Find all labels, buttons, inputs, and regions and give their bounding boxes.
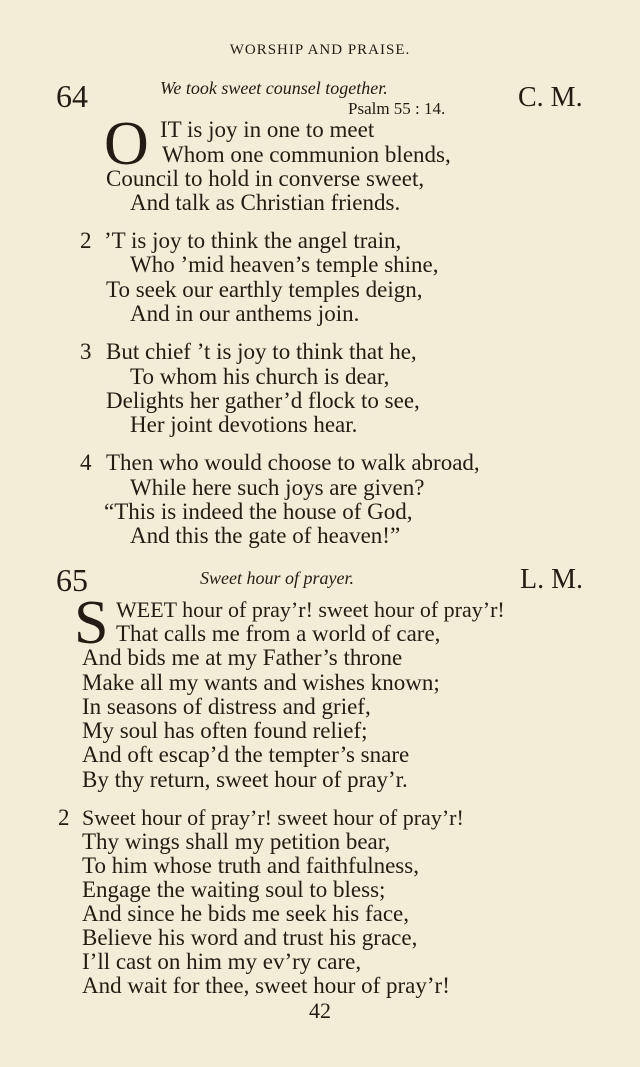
drop-cap: S bbox=[74, 589, 109, 657]
page-number: 42 bbox=[309, 998, 331, 1023]
verse-line: Who ’mid heaven’s temple shine, bbox=[130, 252, 439, 277]
running-head: WORSHIP AND PRAISE. bbox=[229, 42, 411, 58]
verse-line: Thy wings shall my petition bear, bbox=[82, 829, 391, 854]
hymn-title: We took sweet counsel together. bbox=[160, 78, 388, 98]
verse-line: And talk as Christian friends. bbox=[130, 190, 401, 215]
verse-line: And since he bids me seek his face, bbox=[82, 901, 410, 926]
verse-line: WEET hour of pray’r! sweet hour of pray’r! bbox=[116, 597, 505, 622]
verse-line: And wait for thee, sweet hour of pray’r! bbox=[82, 973, 450, 998]
verse-number: 2 bbox=[58, 805, 70, 830]
verse-number: 2 bbox=[80, 228, 92, 253]
verse-line: Whom one communion blends, bbox=[162, 142, 451, 167]
verse-line: Her joint devotions hear. bbox=[130, 412, 358, 437]
verse-line: Then who would choose to walk abroad, bbox=[106, 450, 480, 475]
verse-line: To whom his church is dear, bbox=[130, 364, 390, 389]
verse-line: Delights her gather’d flock to see, bbox=[106, 388, 420, 413]
drop-cap: O bbox=[104, 110, 149, 178]
verse-line: And in our anthems join. bbox=[130, 301, 360, 326]
verse-line: And this the gate of heaven!” bbox=[130, 523, 401, 548]
hymn-meter: C. M. bbox=[518, 82, 583, 113]
verse-line: While here such joys are given? bbox=[130, 475, 425, 500]
verse-number: 3 bbox=[80, 339, 92, 364]
verse-line: Believe his word and trust his grace, bbox=[82, 925, 418, 950]
hymn-meter: L. M. bbox=[520, 564, 583, 595]
verse-line: And bids me at my Father’s throne bbox=[82, 645, 403, 670]
verse-line: Make all my wants and wishes known; bbox=[82, 670, 440, 695]
verse-line: Sweet hour of pray’r! sweet hour of pray’r! bbox=[82, 805, 464, 830]
hymn-number: 64 bbox=[56, 78, 88, 114]
verse-line: To him whose truth and faithfulness, bbox=[82, 853, 419, 878]
verse-line: And oft escap’d the tempter’s snare bbox=[82, 742, 410, 767]
verse-line: But chief ’t is joy to think that he, bbox=[106, 339, 417, 364]
verse-line: ’T is joy to think the angel train, bbox=[104, 228, 402, 253]
verse-line: IT is joy in one to meet bbox=[160, 117, 375, 142]
verse-line: I’ll cast on him my ev’ry care, bbox=[82, 949, 362, 974]
verse-line: My soul has often found relief; bbox=[82, 718, 368, 743]
verse-line: That calls me from a world of care, bbox=[116, 621, 441, 646]
scripture-reference: Psalm 55 : 14. bbox=[348, 99, 446, 118]
verse-number: 4 bbox=[80, 450, 92, 475]
verse-line: To seek our earthly temples deign, bbox=[106, 277, 423, 302]
hymn-number: 65 bbox=[56, 562, 88, 598]
verse-line: In seasons of distress and grief, bbox=[82, 694, 371, 719]
verse-line: By thy return, sweet hour of pray’r. bbox=[82, 767, 408, 792]
verse-line: Engage the waiting soul to bless; bbox=[82, 877, 386, 902]
verse-line: “This is indeed the house of God, bbox=[104, 499, 413, 524]
verse-line: Council to hold in converse sweet, bbox=[106, 166, 425, 191]
hymn-title: Sweet hour of prayer. bbox=[200, 568, 354, 588]
